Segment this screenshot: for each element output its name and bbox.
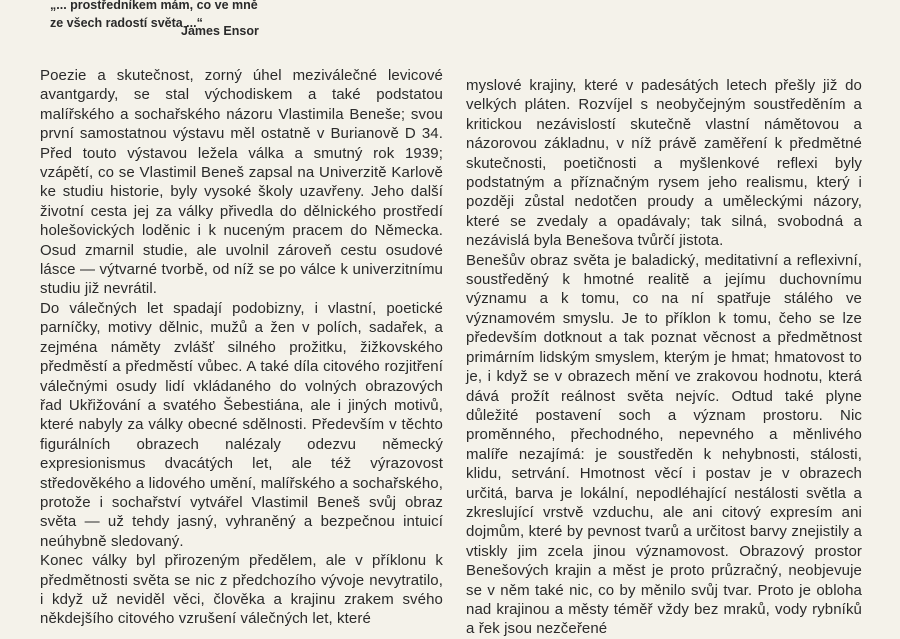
paragraph: Benešův obraz světa je baladický, meditativní a reflexivní, soustředěný k hmotné realitě a jejímu duchovnímu významu a k tomu, co na ní spatřuje stálého ve významovém smyslu. Je to příklon k tomu, čeho se lze především dotknout a tak poznat věcnost a předmětnost primárním lidským smyslem, kterým je hmat; hmatovost to je, i když se v obrazech mění ve zrakovou hodnotu, která dává prožít reálnost světa nejvíc. Odtud také plyne důležité postavení soch a význam prostoru. Nic proměnného, přechodného, nepevného a měnlivého malíře nezajímá: je soustředěn k nehybnosti, stálosti, klidu, setrvání. Hmotnost věcí i postav je v obrazech určitá, barva je lokální, nepodléhající nestálosti světla a zkreslující vrstvě vzduchu, ale ani citový expresím ani dojmům, které by pevnost tvarů a určitost barvy znejistily a vtiskly jim zcela jinou významovost. Obrazový prostor Benešových krajin a měst je proto průzračný, neobjevuje se v něm také nic, co by měnilo svůj tvar. Proto je obloha nad krajinou a městy téměř vždy bez mraků, vody rybníků a řek jsou nezčeřené bbox=[466, 251, 862, 638]
epigraph-author: James Ensor bbox=[181, 24, 259, 38]
paragraph: Poezie a skutečnost, zorný úhel meziválečné levicové avantgardy, se stal východiskem a také podstatou malířského a sochařského názoru Vlastimila Beneše; svou první samostatnou výstavu měl ostatně v Burianově D 34. Před touto výstavou ležela válka a smutný rok 1939; vzápětí, co se Vlastimil Beneš zapsal na Univerzitě Karlově ke studiu historie, byly vysoké školy uzavřeny. Jeho další životní cesta jej za války přivedla do dělnického prostředí holešovických loděnic i k nuceným pracem do Německa. Osud zmarnil studie, ale uvolnil zároveň cestu osudové lásce — výtvarné tvorbě, od níž se po válce k univerzitnímu studiu již nevrátil. bbox=[40, 67, 443, 298]
paragraph: Do válečných let spadají podobizny, i vlastní, poetické parníčky, motivy dělnic, mužů a žen v polích, sadařek, a zejména náměty zvlášť silného prožitku, žižkovského předměstí a předměstí vůbec. A také díla citového rozjitření válečnými osudy lidí vkládaného do volných obrazových řad Ukřižování a svatého Šebestiána, ale i jiných motivů, které nabyly za války obecné sdělnosti. Především v těchto figurálních obrazech nalézaly odezvu německý expresionismus dvacátých let, ale též výrazovost středověkého a lidového umění, malířského a sochařského, protože i sochařství vytvářel Vlastimil Beneš svůj obraz světa — už tehdy jasný, vyhraněný a bezpečnou intuicí neúhybně sledovaný. bbox=[40, 299, 443, 550]
paragraph: myslové krajiny, které v padesátých letech přešly již do velkých pláten. Rozvíjel s neobyčejným soustředěním a kritickou nezávislostí skutečně vlastní námětovou a názorovou základnu, v níž právě zaměření k předmětné skutečnosti, poetičnosti a myšlenkové reflexi byly podstatným a příznačným rysem jeho realismu, který i později zůstal nedotčen proudy a uměleckými názory, které se zvedaly a opadávaly; tak silná, svobodná a nezávislá byla Benešova tvůrčí jistota. bbox=[466, 77, 862, 250]
left-column bbox=[40, 66, 443, 629]
paragraph: Konec války byl přirozeným předělem, ale v příklonu k předmětnosti světa se nic z předchozího vývoje nevytratilo, i když už neviděl věci, člověka a krajinu zrakem svého někdejšího citového vzrušení válečných let, které bbox=[40, 552, 443, 628]
epigraph bbox=[50, 0, 310, 38]
epigraph-line-1: „... prostředníkem mám, co ve mně bbox=[50, 0, 258, 12]
epigraph-line-2: ze všech radostí světa ...“ bbox=[50, 16, 203, 30]
right-column bbox=[466, 76, 862, 639]
